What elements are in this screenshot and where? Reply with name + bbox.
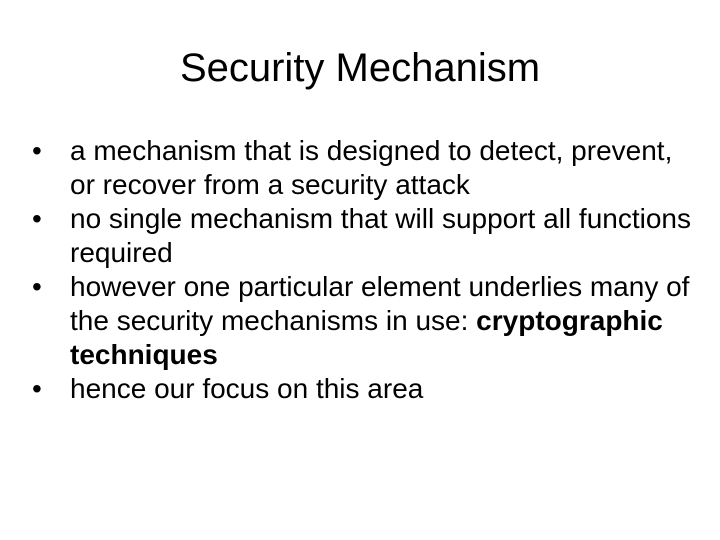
- bullet-item: [32, 270, 692, 372]
- bullet-item: [32, 202, 692, 270]
- bullet-list: [32, 134, 692, 406]
- bullet-marker: •: [32, 373, 42, 404]
- bullet-marker: •: [32, 203, 42, 234]
- bullet-text: however one particular element underlies many of the security mechanisms in use:: [70, 271, 690, 336]
- bullet-item: [32, 134, 692, 202]
- bullet-marker: •: [32, 271, 42, 302]
- bullet-text: hence our focus on this area: [70, 373, 424, 404]
- bullet-marker: •: [32, 135, 42, 166]
- slide-title: Security Mechanism: [179, 46, 541, 90]
- emphasized-term: cryptographic techniques: [70, 305, 663, 370]
- bullet-text: a mechanism that is designed to detect, prevent, or recover from a security attack: [70, 135, 673, 200]
- bullet-text: no single mechanism that will support all functions required: [70, 203, 691, 268]
- bullet-item: [32, 372, 692, 406]
